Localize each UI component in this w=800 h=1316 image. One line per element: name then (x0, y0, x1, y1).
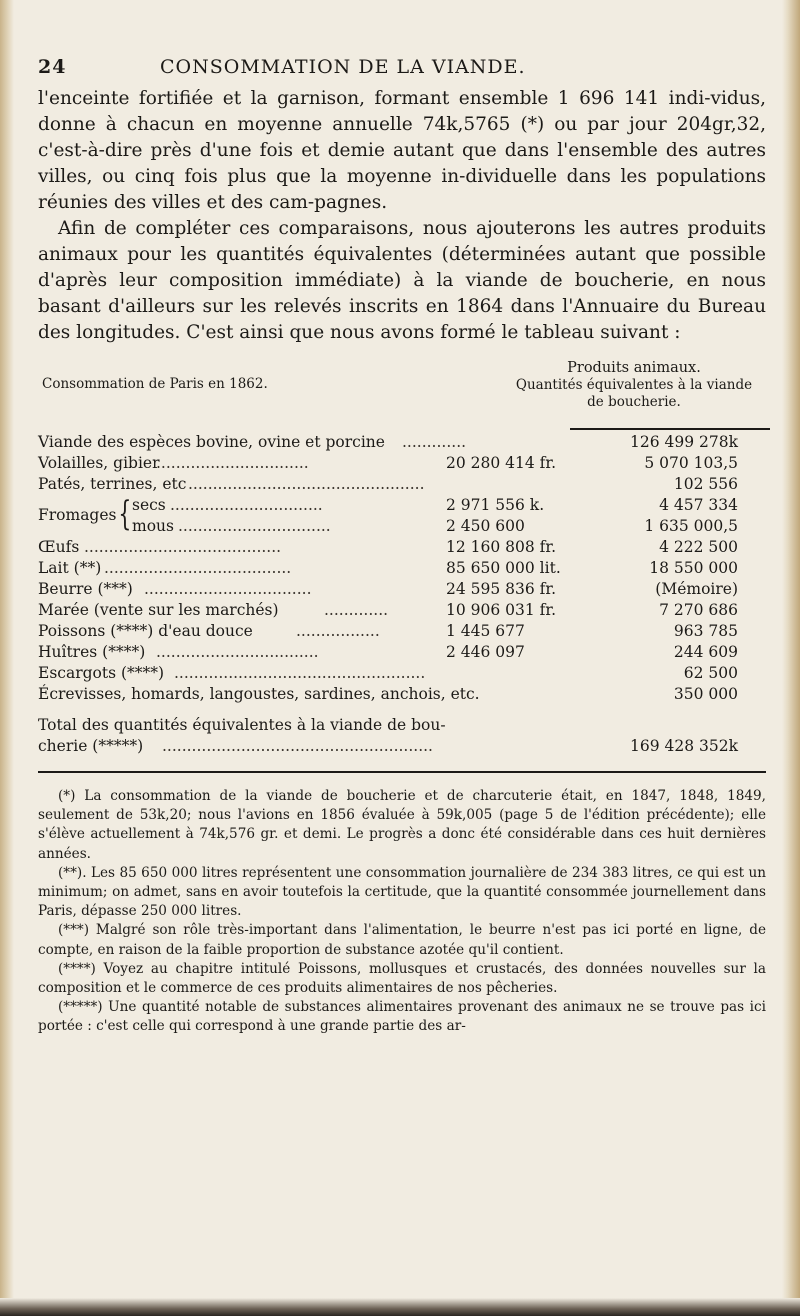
row-value-equivalent: (Mémoire) (655, 580, 738, 598)
dot-leader: ............................... (178, 517, 331, 535)
table-row (38, 600, 766, 621)
table-row (38, 537, 766, 558)
fromages-secs-consumption: 2 971 556 k. (446, 496, 545, 514)
row-label: Poissons (****) d'eau douce (38, 622, 253, 640)
footnote-5: (*****) Une quantité notable de substances alimentaires provenant des animaux ne se trouve pas ici portée : c'est celle qui correspond à une grande partie des ar- (38, 999, 766, 1035)
row-value-equivalent: 126 499 278k (629, 433, 738, 451)
dot-leader: ................................................ (188, 475, 425, 493)
table-row (38, 453, 766, 474)
table-row (38, 558, 766, 579)
total-label-line1: Total des quantités équivalentes à la viande de bou- (38, 716, 446, 734)
dot-leader: ........................................ (84, 538, 282, 556)
table-row (38, 579, 766, 600)
fromages-secs-equivalent: 4 457 334 (659, 496, 738, 514)
row-value-equivalent: 18 550 000 (649, 559, 738, 577)
row-value-consumption: 85 650 000 lit. (446, 559, 561, 577)
table-row (38, 642, 766, 663)
row-value-equivalent: 7 270 686 (659, 601, 738, 619)
fromages-mous-equivalent: 1 635 000,5 (644, 517, 738, 535)
row-value-consumption: 20 280 414 fr. (446, 454, 557, 472)
dot-leader: ............................... (170, 496, 323, 514)
page-edge-bottom (0, 1298, 800, 1316)
row-label: Beurre (***) (38, 580, 133, 598)
row-value-equivalent: 4 222 500 (659, 538, 738, 556)
dot-leader: ................................................... (174, 664, 426, 682)
row-label: Lait (**) (38, 559, 102, 577)
table-row (38, 663, 766, 684)
row-label: Patés, terrines, etc (38, 475, 187, 493)
total-value: 169 428 352k (629, 737, 738, 755)
row-value-consumption: 1 445 677 (446, 622, 525, 640)
footnotes (38, 787, 766, 1037)
row-value-equivalent: 244 609 (673, 643, 738, 661)
table-total (38, 715, 766, 759)
table-head-right-line1: Produits animaux. (567, 360, 701, 376)
table-head-right-line3: de boucherie. (587, 394, 681, 410)
footnote-2: (**). Les 85 650 000 litres représentent une consommation journalière de 234 383 litres, ce qui est un minimum; on admet, sans en avoir toutefois la certitude, que la quantité consommée journellement dans Paris, dépasse 250 000 litres. (38, 864, 766, 920)
row-value-equivalent: 102 556 (673, 475, 738, 493)
dot-leader: ....................................................... (162, 737, 433, 755)
table-row (38, 474, 766, 495)
fromages-secs-label: secs (132, 496, 166, 514)
dot-leader: ............. (324, 601, 389, 619)
running-header (38, 56, 766, 86)
table-row (38, 684, 766, 705)
dot-leader: ............. (402, 433, 467, 451)
row-value-consumption: 12 160 808 fr. (446, 538, 557, 556)
table-header (38, 360, 766, 432)
row-value-consumption: 2 446 097 (446, 643, 525, 661)
page-edge-left (0, 0, 14, 1316)
table-head-right-line2: Quantités équivalentes à la viande (515, 377, 753, 393)
row-label: Écrevisses, homards, langoustes, sardines, anchois, etc. (38, 685, 480, 703)
row-label: Œufs (38, 538, 80, 556)
page-content (38, 56, 766, 1037)
table-row (38, 432, 766, 453)
row-value-consumption: 10 906 031 fr. (446, 601, 557, 619)
running-title: CONSOMMATION DE LA VIANDE. (160, 56, 526, 78)
row-value-equivalent: 350 000 (673, 685, 738, 703)
dot-leader: ............................... (156, 454, 309, 472)
fromages-group (38, 495, 766, 537)
footnote-1: (*) La consommation de la viande de boucherie et de charcuterie était, en 1847, 1848, 1849, seulement de 53k,20; nous l'avions en 1856 évaluée à 59k,005 (page 5 de l'édition précédente); elle s'élève actuellement à 74k,576 gr. et demi. Le progrès a donc été considérable dans ces huit dernières années. (38, 788, 766, 862)
footnote-rule (38, 771, 766, 773)
row-label: Viande des espèces bovine, ovine et porcine (38, 433, 385, 451)
fromages-mous-consumption: 2 450 600 (446, 517, 525, 535)
dot-leader: ................. (296, 622, 380, 640)
dot-leader: ................................. (156, 643, 319, 661)
row-label: Huîtres (****) (38, 643, 146, 661)
row-label: Volailles, gibier (38, 454, 160, 472)
row-label: Marée (vente sur les marchés) (38, 601, 279, 619)
row-value-consumption: 24 595 836 fr. (446, 580, 557, 598)
row-label: Escargots (****) (38, 664, 165, 682)
footnote-3: (***) Malgré son rôle très-important dans l'alimentation, le beurre n'est pas ici porté en ligne, de compte, en raison de la faible proportion de substance azotée qu'il contient. (38, 922, 766, 958)
paragraph-2: Afin de compléter ces comparaisons, nous ajouterons les autres produits animaux pour les quantités équivalentes (déterminées autant que possible d'après leur composition immédiate) à la viande de boucherie, en nous basant d'ailleurs sur les relevés inscrits en 1864 dans l'Annuaire du Bureau des longitudes. C'est ainsi que nous avons formé le tableau suivant : (38, 218, 766, 343)
dot-leader: .................................. (144, 580, 312, 598)
fromages-label: Fromages (38, 506, 117, 524)
page-edge-right (782, 0, 800, 1316)
table-body (38, 432, 766, 759)
row-value-equivalent: 62 500 (683, 664, 738, 682)
table-row (38, 621, 766, 642)
row-value-equivalent: 963 785 (673, 622, 738, 640)
dot-leader: ...................................... (104, 559, 292, 577)
row-value-equivalent: 5 070 103,5 (644, 454, 738, 472)
page-number: 24 (38, 56, 67, 78)
table-head-rule (570, 428, 770, 430)
table-head-right (484, 360, 784, 411)
paragraph-1: l'enceinte fortifiée et la garnison, formant ensemble 1 696 141 indi-vidus, donne à chacun en moyenne annuelle 74k,5765 (*) ou par jour 204gr,32, c'est-à-dire près d'une fois et demie autant que dans l'ensemble des autres villes, ou cinq fois plus que la moyenne in-dividuelle dans les populations réunies des villes et des cam-pagnes. (38, 88, 766, 213)
fromages-mous-label: mous (132, 517, 174, 535)
footnote-4: (****) Voyez au chapitre intitulé Poissons, mollusques et crustacés, des données nouvelles sur la composition et le commerce de ces produits alimentaires de nos pêcheries. (38, 960, 766, 997)
table-head-left: Consommation de Paris en 1862. (42, 376, 268, 392)
brace-glyph: { (118, 494, 132, 534)
total-label-line2: cherie (*****) (38, 737, 144, 755)
